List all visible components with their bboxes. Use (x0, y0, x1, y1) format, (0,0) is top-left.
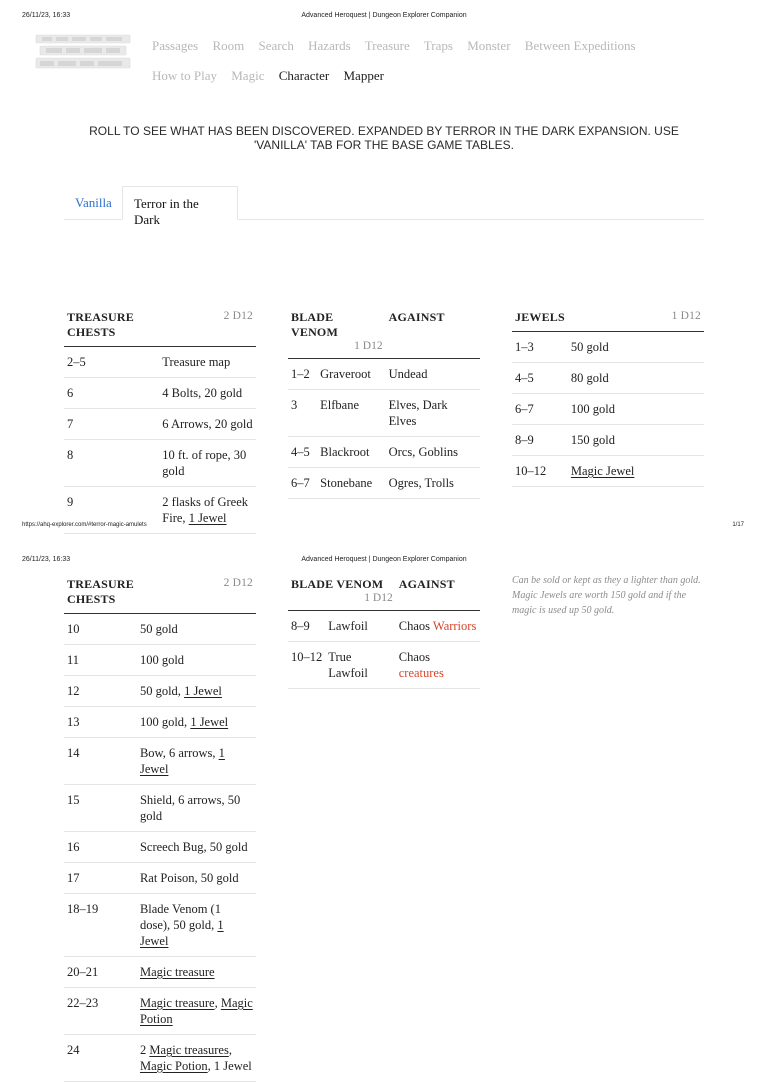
table-row: 22–23 Magic treasure, Magic Potion (64, 988, 256, 1035)
nav-character[interactable]: Character (278, 68, 330, 83)
nav-passages[interactable]: Passages (152, 38, 199, 53)
nav-how-to-play[interactable]: How to Play (152, 68, 217, 83)
table-header: BLADE VENOM 1 D12 (288, 310, 386, 359)
table-row: 6–7 Stonebane Ogres, Trolls (288, 468, 480, 499)
magic-treasure-link[interactable]: Magic treasure (139, 965, 215, 979)
die-label: 1 D12 (364, 592, 393, 604)
jewels-note: Can be sold or kept as they a lighter than gold. Magic Jewels are worth 150 gold and if the magic is used up 50 gold. (512, 575, 701, 616)
tab-bar (64, 186, 704, 227)
table-row: 24 2 Magic treasures, Magic Potion, 1 Jewel (64, 1035, 256, 1082)
treasure-chests-table (64, 310, 256, 534)
die-label: 2 D12 (137, 577, 256, 614)
table-row: 10 50 gold (64, 614, 256, 645)
creatures-label: creatures (398, 666, 444, 680)
tab-vanilla[interactable]: Vanilla (75, 195, 112, 210)
table-row: 20–21 Magic treasure (64, 957, 256, 988)
nav-treasure[interactable]: Treasure (364, 38, 410, 53)
table-row: 8–9 150 gold (512, 425, 704, 456)
die-label: 1 D12 (568, 310, 704, 332)
jewel-link[interactable]: 1 Jewel (139, 746, 225, 776)
print-page-number: 1/17 (732, 522, 744, 528)
blade-venom-table (288, 310, 480, 499)
jewel-link[interactable]: 1 Jewel (139, 918, 224, 948)
table-row: 9 2 flasks of Greek Fire, 1 Jewel (64, 487, 256, 534)
nav-search[interactable]: Search (258, 38, 294, 53)
main-nav-row-1 (152, 38, 647, 54)
print-datetime: 26/11/23, 16:33 (22, 556, 71, 563)
table-row: 10–12 True Lawfoil Chaos creatures (288, 642, 480, 689)
table-row: 17 Rat Poison, 50 gold (64, 863, 256, 894)
treasure-chests-table-continued (64, 577, 256, 1082)
table-row: 4–5 Blackroot Orcs, Goblins (288, 437, 480, 468)
intro-text: ROLL TO SEE WHAT HAS BEEN DISCOVERED. EXPANDED BY TERROR IN THE DARK EXPANSION. USE 'VANILLA' TAB FOR THE BASE GAME TABLES. (89, 124, 679, 152)
nav-mapper[interactable]: Mapper (343, 68, 384, 83)
print-footer (0, 522, 768, 534)
table-row: 6 4 Bolts, 20 gold (64, 378, 256, 409)
nav-traps[interactable]: Traps (423, 38, 453, 53)
magic-potion-link[interactable]: Magic Potion (139, 996, 253, 1026)
against-header: AGAINST (386, 310, 480, 359)
die-label: 1 D12 (354, 340, 383, 352)
magic-jewel-link[interactable]: Magic Jewel (570, 464, 635, 478)
nav-between-expeditions[interactable]: Between Expeditions (524, 38, 636, 53)
jewel-link[interactable]: 1 Jewel (184, 684, 222, 698)
nav-hazards[interactable]: Hazards (308, 38, 351, 53)
magic-treasure-link[interactable]: Magic treasure (139, 996, 215, 1010)
blade-venom-table-continued (288, 577, 480, 689)
magic-potion-link[interactable]: Magic Potion (139, 1059, 208, 1073)
table-row: 16 Screech Bug, 50 gold (64, 832, 256, 863)
site-logo[interactable] (34, 32, 132, 72)
table-header: JEWELS (512, 310, 568, 332)
table-row: 12 50 gold, 1 Jewel (64, 676, 256, 707)
print-header-page-2 (0, 556, 768, 570)
table-row: 1–3 50 gold (512, 332, 704, 363)
table-row: 15 Shield, 6 arrows, 50 gold (64, 785, 256, 832)
jewels-table (512, 310, 704, 487)
nav-magic[interactable]: Magic (231, 68, 265, 83)
table-row: 6–7 100 gold (512, 394, 704, 425)
jewel-link[interactable]: 1 Jewel (190, 715, 229, 729)
table-row: 8–9 Lawfoil Chaos Warriors (288, 611, 480, 642)
print-page-title: Advanced Heroquest | Dungeon Explorer Companion (301, 12, 467, 19)
table-header: TREASURE CHESTS (64, 310, 159, 347)
table-row: 3 Elfbane Elves, Dark Elves (288, 390, 480, 437)
against-header: AGAINST (396, 577, 480, 611)
jewel-link[interactable]: 1 Jewel (188, 511, 227, 525)
table-row: 14 Bow, 6 arrows, 1 Jewel (64, 738, 256, 785)
warriors-label: Warriors (432, 619, 477, 633)
table-row: 18–19 Blade Venom (1 dose), 50 gold, 1 Jewel (64, 894, 256, 957)
table-row: 4–5 80 gold (512, 363, 704, 394)
nav-monster[interactable]: Monster (467, 38, 511, 53)
table-header: BLADE VENOM 1 D12 (288, 577, 396, 611)
main-nav-row-2 (152, 68, 395, 84)
print-url: https://ahq-explorer.com/#terror-magic-amulets (22, 522, 147, 528)
table-row: 10–12 Magic Jewel (512, 456, 704, 487)
print-page-title: Advanced Heroquest | Dungeon Explorer Companion (301, 556, 467, 563)
table-header: TREASURE CHESTS (64, 577, 137, 614)
table-row: 8 10 ft. of rope, 30 gold (64, 440, 256, 487)
print-datetime: 26/11/23, 16:33 (22, 12, 71, 19)
nav-room[interactable]: Room (212, 38, 245, 53)
table-row: 1–2 Graveroot Undead (288, 359, 480, 390)
table-row: 7 6 Arrows, 20 gold (64, 409, 256, 440)
table-row: 13 100 gold, 1 Jewel (64, 707, 256, 738)
table-row: 11 100 gold (64, 645, 256, 676)
tab-terror-in-the-dark[interactable]: Terror in the Dark (122, 186, 238, 220)
table-row: 2–5 Treasure map (64, 347, 256, 378)
print-header (0, 12, 768, 26)
die-label: 2 D12 (159, 310, 256, 347)
magic-treasures-link[interactable]: Magic treasures (149, 1043, 229, 1057)
